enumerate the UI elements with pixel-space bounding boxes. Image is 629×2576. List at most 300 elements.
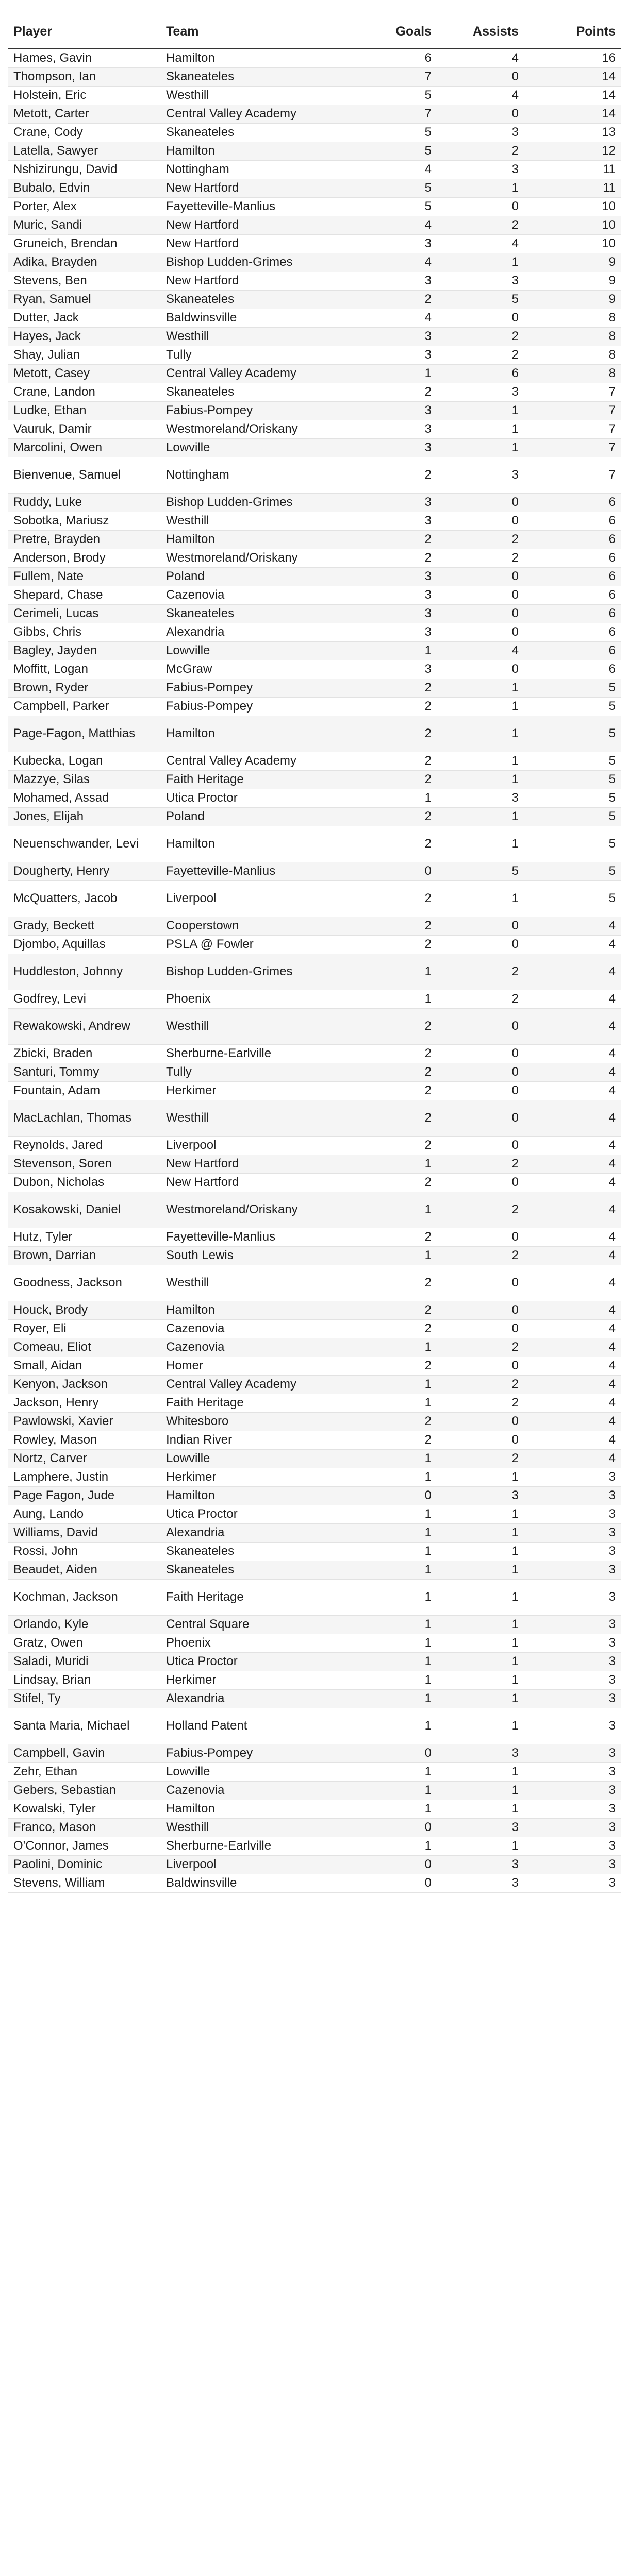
- cell-player: Cerimeli, Lucas: [8, 604, 161, 623]
- cell-player: Zehr, Ethan: [8, 1762, 161, 1781]
- table-row: [8, 420, 621, 438]
- cell-team: Faith Heritage: [161, 1579, 367, 1615]
- cell-team: Lowville: [161, 1762, 367, 1781]
- cell-player: Jackson, Henry: [8, 1394, 161, 1412]
- cell-goals: 2: [367, 1100, 437, 1136]
- table-row: [8, 549, 621, 567]
- table-row: [8, 1394, 621, 1412]
- cell-team: Fayetteville-Manlius: [161, 862, 367, 880]
- cell-goals: 1: [367, 1375, 437, 1394]
- cell-assists: 1: [437, 179, 524, 197]
- cell-goals: 2: [367, 457, 437, 493]
- table-row: [8, 1155, 621, 1173]
- cell-assists: 5: [437, 862, 524, 880]
- cell-team: Utica Proctor: [161, 1505, 367, 1523]
- cell-assists: 1: [437, 1652, 524, 1671]
- cell-goals: 2: [367, 1412, 437, 1431]
- table-row: [8, 160, 621, 179]
- cell-assists: 0: [437, 1412, 524, 1431]
- table-row: [8, 142, 621, 160]
- cell-points: 5: [524, 697, 621, 716]
- cell-team: Nottingham: [161, 457, 367, 493]
- cell-points: 4: [524, 1412, 621, 1431]
- cell-team: Sherburne-Earlville: [161, 1044, 367, 1063]
- cell-points: 3: [524, 1744, 621, 1762]
- table-row: [8, 1818, 621, 1837]
- cell-player: Marcolini, Owen: [8, 438, 161, 457]
- cell-goals: 2: [367, 530, 437, 549]
- table-row: [8, 1874, 621, 1892]
- cell-player: Brown, Ryder: [8, 679, 161, 697]
- table-row: [8, 1431, 621, 1449]
- cell-goals: 7: [367, 67, 437, 86]
- cell-assists: 4: [437, 49, 524, 67]
- cell-player: Gruneich, Brendan: [8, 234, 161, 253]
- cell-points: 11: [524, 179, 621, 197]
- cell-team: Faith Heritage: [161, 1394, 367, 1412]
- cell-team: Lowville: [161, 641, 367, 660]
- table-row: [8, 1375, 621, 1394]
- cell-assists: 0: [437, 105, 524, 123]
- cell-team: Hamilton: [161, 49, 367, 67]
- cell-assists: 3: [437, 383, 524, 401]
- cell-goals: 1: [367, 1449, 437, 1468]
- cell-assists: 3: [437, 272, 524, 290]
- table-row: [8, 826, 621, 862]
- table-row: [8, 1173, 621, 1192]
- cell-goals: 0: [367, 1855, 437, 1874]
- cell-team: Liverpool: [161, 880, 367, 917]
- cell-player: Godfrey, Levi: [8, 990, 161, 1008]
- cell-player: Rewakowski, Andrew: [8, 1008, 161, 1044]
- cell-assists: 0: [437, 1173, 524, 1192]
- cell-assists: 0: [437, 604, 524, 623]
- table-row: [8, 1615, 621, 1634]
- cell-goals: 1: [367, 990, 437, 1008]
- cell-goals: 1: [367, 1708, 437, 1744]
- table-row: [8, 1008, 621, 1044]
- cell-team: Fabius-Pompey: [161, 401, 367, 420]
- cell-player: Bagley, Jayden: [8, 641, 161, 660]
- cell-points: 13: [524, 123, 621, 142]
- cell-assists: 1: [437, 1762, 524, 1781]
- cell-assists: 1: [437, 420, 524, 438]
- cell-goals: 3: [367, 512, 437, 530]
- cell-goals: 1: [367, 1505, 437, 1523]
- cell-points: 3: [524, 1523, 621, 1542]
- cell-assists: 1: [437, 1708, 524, 1744]
- cell-assists: 2: [437, 990, 524, 1008]
- cell-team: Fabius-Pompey: [161, 697, 367, 716]
- cell-team: Westmoreland/Oriskany: [161, 420, 367, 438]
- cell-points: 4: [524, 1357, 621, 1375]
- cell-goals: 1: [367, 954, 437, 990]
- table-row: [8, 438, 621, 457]
- cell-player: Brown, Darrian: [8, 1246, 161, 1265]
- cell-assists: 0: [437, 1100, 524, 1136]
- cell-assists: 0: [437, 1063, 524, 1081]
- cell-team: Hamilton: [161, 142, 367, 160]
- cell-player: Small, Aidan: [8, 1357, 161, 1375]
- cell-goals: 6: [367, 49, 437, 67]
- cell-player: Crane, Cody: [8, 123, 161, 142]
- cell-assists: 2: [437, 1246, 524, 1265]
- cell-goals: 2: [367, 1136, 437, 1155]
- cell-player: Dubon, Nicholas: [8, 1173, 161, 1192]
- header-points[interactable]: Points: [524, 14, 621, 49]
- table-row: [8, 1449, 621, 1468]
- cell-points: 3: [524, 1818, 621, 1837]
- table-row: [8, 752, 621, 770]
- table-row: [8, 935, 621, 954]
- table-row: [8, 346, 621, 364]
- cell-assists: 0: [437, 67, 524, 86]
- table-row: [8, 1468, 621, 1486]
- cell-assists: 1: [437, 1689, 524, 1708]
- cell-assists: 0: [437, 586, 524, 604]
- cell-player: Rossi, John: [8, 1542, 161, 1561]
- cell-assists: 2: [437, 346, 524, 364]
- cell-points: 3: [524, 1781, 621, 1800]
- cell-assists: 1: [437, 1523, 524, 1542]
- cell-points: 3: [524, 1486, 621, 1505]
- cell-assists: 2: [437, 549, 524, 567]
- cell-player: Stifel, Ty: [8, 1689, 161, 1708]
- cell-assists: 3: [437, 123, 524, 142]
- cell-assists: 0: [437, 1319, 524, 1338]
- cell-assists: 4: [437, 234, 524, 253]
- cell-goals: 3: [367, 346, 437, 364]
- cell-points: 4: [524, 1449, 621, 1468]
- cell-assists: 1: [437, 880, 524, 917]
- cell-player: Kenyon, Jackson: [8, 1375, 161, 1394]
- cell-assists: 0: [437, 493, 524, 512]
- cell-goals: 1: [367, 1634, 437, 1652]
- cell-points: 11: [524, 160, 621, 179]
- cell-team: New Hartford: [161, 216, 367, 234]
- cell-points: 6: [524, 530, 621, 549]
- table-row: [8, 716, 621, 752]
- table-row: [8, 789, 621, 807]
- cell-team: New Hartford: [161, 234, 367, 253]
- cell-assists: 2: [437, 1338, 524, 1357]
- cell-player: Comeau, Eliot: [8, 1338, 161, 1357]
- cell-assists: 1: [437, 679, 524, 697]
- cell-goals: 1: [367, 1192, 437, 1228]
- cell-team: PSLA @ Fowler: [161, 935, 367, 954]
- cell-goals: 1: [367, 641, 437, 660]
- cell-points: 3: [524, 1634, 621, 1652]
- cell-points: 4: [524, 1301, 621, 1319]
- cell-assists: 3: [437, 1486, 524, 1505]
- cell-player: Page-Fagon, Matthias: [8, 716, 161, 752]
- table-row: [8, 770, 621, 789]
- table-row: [8, 697, 621, 716]
- cell-team: Alexandria: [161, 1523, 367, 1542]
- cell-points: 3: [524, 1468, 621, 1486]
- cell-points: 3: [524, 1671, 621, 1689]
- cell-player: Latella, Sawyer: [8, 142, 161, 160]
- cell-player: Vauruk, Damir: [8, 420, 161, 438]
- cell-points: 7: [524, 420, 621, 438]
- cell-points: 4: [524, 1081, 621, 1100]
- cell-points: 5: [524, 807, 621, 826]
- cell-goals: 1: [367, 1155, 437, 1173]
- cell-points: 4: [524, 1192, 621, 1228]
- cell-points: 4: [524, 1375, 621, 1394]
- table-row: [8, 1634, 621, 1652]
- cell-team: Utica Proctor: [161, 789, 367, 807]
- cell-assists: 0: [437, 1357, 524, 1375]
- cell-player: Campbell, Gavin: [8, 1744, 161, 1762]
- table-row: [8, 290, 621, 309]
- cell-assists: 0: [437, 1228, 524, 1246]
- cell-player: Page Fagon, Jude: [8, 1486, 161, 1505]
- cell-team: Phoenix: [161, 990, 367, 1008]
- cell-team: New Hartford: [161, 1155, 367, 1173]
- table-row: [8, 1505, 621, 1523]
- cell-goals: 2: [367, 1265, 437, 1301]
- cell-goals: 3: [367, 420, 437, 438]
- cell-points: 8: [524, 327, 621, 346]
- cell-player: Shay, Julian: [8, 346, 161, 364]
- cell-assists: 1: [437, 1579, 524, 1615]
- cell-team: Alexandria: [161, 1689, 367, 1708]
- cell-player: Campbell, Parker: [8, 697, 161, 716]
- cell-player: Sobotka, Mariusz: [8, 512, 161, 530]
- cell-goals: 3: [367, 234, 437, 253]
- cell-goals: 3: [367, 586, 437, 604]
- cell-assists: 1: [437, 1781, 524, 1800]
- cell-points: 14: [524, 105, 621, 123]
- cell-player: Holstein, Eric: [8, 86, 161, 105]
- cell-goals: 1: [367, 1762, 437, 1781]
- cell-points: 4: [524, 1265, 621, 1301]
- cell-points: 3: [524, 1579, 621, 1615]
- cell-points: 3: [524, 1689, 621, 1708]
- cell-assists: 1: [437, 752, 524, 770]
- cell-player: Stevens, William: [8, 1874, 161, 1892]
- cell-assists: 2: [437, 327, 524, 346]
- cell-assists: 4: [437, 641, 524, 660]
- cell-player: Nortz, Carver: [8, 1449, 161, 1468]
- header-player[interactable]: Player: [8, 14, 161, 49]
- cell-player: Stevens, Ben: [8, 272, 161, 290]
- header-team[interactable]: Team: [161, 14, 367, 49]
- cell-goals: 3: [367, 438, 437, 457]
- cell-assists: 1: [437, 438, 524, 457]
- cell-team: Faith Heritage: [161, 770, 367, 789]
- cell-points: 3: [524, 1652, 621, 1671]
- cell-team: Cazenovia: [161, 1781, 367, 1800]
- cell-assists: 0: [437, 623, 524, 641]
- cell-player: Mohamed, Assad: [8, 789, 161, 807]
- cell-team: Homer: [161, 1357, 367, 1375]
- cell-player: McQuatters, Jacob: [8, 880, 161, 917]
- table-row: [8, 1044, 621, 1063]
- cell-assists: 1: [437, 1671, 524, 1689]
- cell-goals: 1: [367, 1523, 437, 1542]
- cell-points: 3: [524, 1542, 621, 1561]
- table-row: [8, 1523, 621, 1542]
- cell-player: Fullem, Nate: [8, 567, 161, 586]
- cell-team: Hamilton: [161, 530, 367, 549]
- cell-points: 12: [524, 142, 621, 160]
- cell-player: Djombo, Aquillas: [8, 935, 161, 954]
- cell-player: Ruddy, Luke: [8, 493, 161, 512]
- cell-assists: 0: [437, 660, 524, 679]
- table-row: [8, 954, 621, 990]
- cell-points: 10: [524, 234, 621, 253]
- cell-points: 3: [524, 1837, 621, 1855]
- cell-team: Westhill: [161, 512, 367, 530]
- table-row: [8, 917, 621, 935]
- cell-assists: 1: [437, 1837, 524, 1855]
- cell-assists: 1: [437, 1634, 524, 1652]
- cell-player: Pretre, Brayden: [8, 530, 161, 549]
- cell-player: Zbicki, Braden: [8, 1044, 161, 1063]
- cell-player: Dutter, Jack: [8, 309, 161, 327]
- cell-goals: 1: [367, 1561, 437, 1579]
- table-row: [8, 1561, 621, 1579]
- cell-goals: 3: [367, 327, 437, 346]
- cell-team: Cazenovia: [161, 1338, 367, 1357]
- cell-player: Hames, Gavin: [8, 49, 161, 67]
- cell-goals: 2: [367, 679, 437, 697]
- cell-team: New Hartford: [161, 179, 367, 197]
- cell-points: 9: [524, 253, 621, 272]
- cell-goals: 5: [367, 179, 437, 197]
- cell-assists: 0: [437, 935, 524, 954]
- cell-goals: 3: [367, 401, 437, 420]
- cell-goals: 4: [367, 160, 437, 179]
- cell-assists: 2: [437, 954, 524, 990]
- table-row: [8, 990, 621, 1008]
- cell-team: Fabius-Pompey: [161, 679, 367, 697]
- table-row: [8, 49, 621, 67]
- cell-goals: 1: [367, 364, 437, 383]
- cell-goals: 2: [367, 549, 437, 567]
- cell-team: Central Valley Academy: [161, 105, 367, 123]
- cell-team: Tully: [161, 346, 367, 364]
- cell-assists: 1: [437, 1615, 524, 1634]
- cell-goals: 3: [367, 660, 437, 679]
- cell-player: Lamphere, Justin: [8, 1468, 161, 1486]
- cell-player: Kowalski, Tyler: [8, 1800, 161, 1818]
- cell-team: Westhill: [161, 1008, 367, 1044]
- cell-player: Kosakowski, Daniel: [8, 1192, 161, 1228]
- table-row: [8, 1837, 621, 1855]
- cell-team: Westmoreland/Oriskany: [161, 1192, 367, 1228]
- cell-goals: 2: [367, 807, 437, 826]
- cell-assists: 2: [437, 216, 524, 234]
- cell-team: New Hartford: [161, 1173, 367, 1192]
- table-row: [8, 1338, 621, 1357]
- cell-team: Hamilton: [161, 1800, 367, 1818]
- cell-goals: 2: [367, 290, 437, 309]
- cell-points: 5: [524, 862, 621, 880]
- cell-team: Sherburne-Earlville: [161, 1837, 367, 1855]
- cell-player: Royer, Eli: [8, 1319, 161, 1338]
- cell-assists: 1: [437, 770, 524, 789]
- table-row: [8, 179, 621, 197]
- cell-player: O'Connor, James: [8, 1837, 161, 1855]
- cell-points: 6: [524, 604, 621, 623]
- cell-goals: 7: [367, 105, 437, 123]
- table-body: [8, 49, 621, 1892]
- table-row: [8, 679, 621, 697]
- cell-points: 6: [524, 641, 621, 660]
- cell-goals: 2: [367, 697, 437, 716]
- cell-team: Bishop Ludden-Grimes: [161, 954, 367, 990]
- table-row: [8, 604, 621, 623]
- table-row: [8, 1652, 621, 1671]
- cell-assists: 1: [437, 716, 524, 752]
- cell-goals: 2: [367, 880, 437, 917]
- cell-player: Hutz, Tyler: [8, 1228, 161, 1246]
- cell-player: Goodness, Jackson: [8, 1265, 161, 1301]
- cell-points: 3: [524, 1800, 621, 1818]
- cell-team: Poland: [161, 807, 367, 826]
- cell-assists: 2: [437, 1375, 524, 1394]
- cell-team: Bishop Ludden-Grimes: [161, 253, 367, 272]
- cell-goals: 1: [367, 1394, 437, 1412]
- cell-assists: 0: [437, 1431, 524, 1449]
- table-row: [8, 1228, 621, 1246]
- cell-points: 4: [524, 1136, 621, 1155]
- cell-team: Westhill: [161, 1818, 367, 1837]
- cell-assists: 0: [437, 1301, 524, 1319]
- header-goals[interactable]: Goals: [367, 14, 437, 49]
- cell-goals: 4: [367, 309, 437, 327]
- cell-goals: 1: [367, 1246, 437, 1265]
- cell-assists: 1: [437, 1800, 524, 1818]
- cell-goals: 1: [367, 789, 437, 807]
- cell-points: 4: [524, 1228, 621, 1246]
- cell-assists: 4: [437, 86, 524, 105]
- cell-assists: 1: [437, 401, 524, 420]
- cell-player: Aung, Lando: [8, 1505, 161, 1523]
- cell-team: Baldwinsville: [161, 309, 367, 327]
- cell-goals: 2: [367, 1044, 437, 1063]
- cell-points: 3: [524, 1874, 621, 1892]
- cell-goals: 4: [367, 253, 437, 272]
- cell-team: Cazenovia: [161, 586, 367, 604]
- cell-assists: 3: [437, 1855, 524, 1874]
- cell-goals: 1: [367, 1468, 437, 1486]
- cell-player: Dougherty, Henry: [8, 862, 161, 880]
- cell-goals: 4: [367, 216, 437, 234]
- cell-goals: 2: [367, 383, 437, 401]
- cell-assists: 3: [437, 1818, 524, 1837]
- cell-goals: 2: [367, 826, 437, 862]
- cell-points: 6: [524, 512, 621, 530]
- cell-goals: 2: [367, 1357, 437, 1375]
- cell-assists: 0: [437, 567, 524, 586]
- cell-team: Central Square: [161, 1615, 367, 1634]
- cell-points: 6: [524, 623, 621, 641]
- cell-player: Pawlowski, Xavier: [8, 1412, 161, 1431]
- cell-player: Shepard, Chase: [8, 586, 161, 604]
- table-header: [8, 14, 621, 49]
- header-assists[interactable]: Assists: [437, 14, 524, 49]
- cell-team: Hamilton: [161, 1486, 367, 1505]
- cell-points: 5: [524, 716, 621, 752]
- cell-goals: 0: [367, 1874, 437, 1892]
- cell-player: Williams, David: [8, 1523, 161, 1542]
- cell-goals: 0: [367, 1744, 437, 1762]
- cell-goals: 3: [367, 493, 437, 512]
